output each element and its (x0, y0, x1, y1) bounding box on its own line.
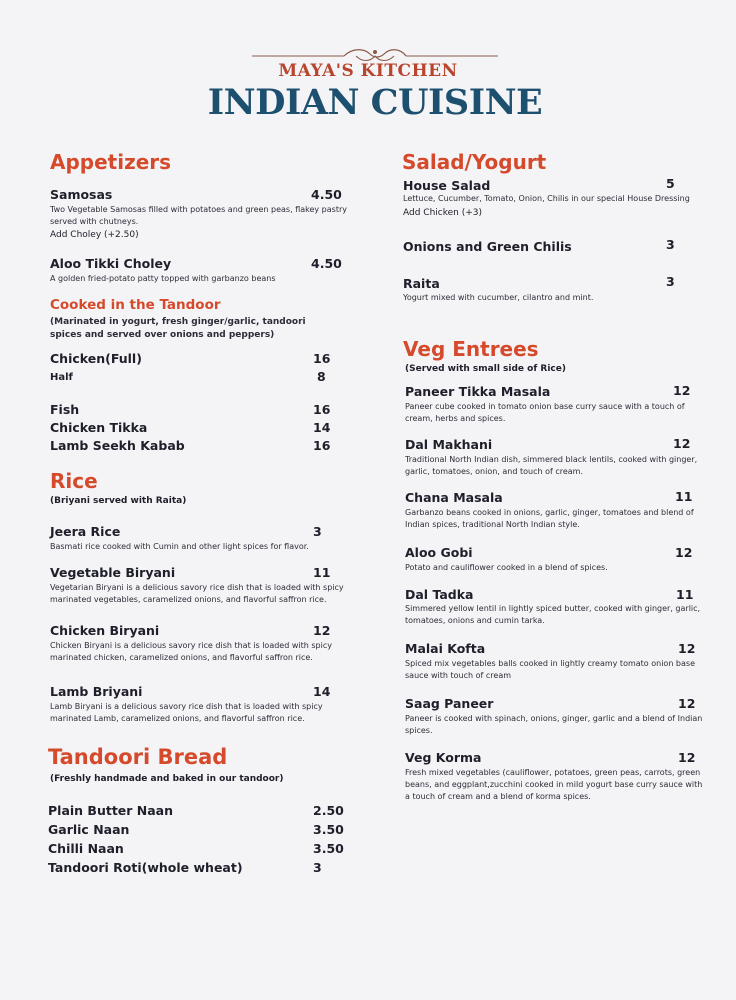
item-name-chicken-biryani: Chicken Biryani (50, 623, 160, 638)
item-desc-malai-kofta: Spiced mix vegetables balls cooked in lightly creamy tomato onion base sauce with touch of cream (405, 659, 695, 680)
item-desc-paneer-tikka-masala: Paneer cube cooked in tomato onion base curry sauce with a touch of cream, herbs and spices. (405, 402, 685, 423)
section-title-rice: Rice (50, 469, 98, 493)
item-price-chicken-biryani: 12 (313, 623, 331, 638)
item-price-malai-kofta: 12 (678, 641, 696, 656)
item-price-veg-biryani: 11 (313, 565, 331, 580)
section-title-tandoor: Cooked in the Tandoor (50, 297, 221, 313)
tandoor-note: (Marinated in yogurt, fresh ginger/garlic, tandoori spices and served over onions and peppers) (50, 317, 306, 340)
item-name-paneer-tikka-masala: Paneer Tikka Masala (405, 384, 551, 399)
item-name-veg-biryani: Vegetable Biryani (50, 565, 176, 580)
section-title-salad-yogurt: Salad/Yogurt (402, 150, 547, 174)
item-name-aloo-tikki: Aloo Tikki Choley (50, 256, 172, 271)
item-desc-veg-korma: Fresh mixed vegetables (cauliflower, potatoes, green peas, carrots, green beans, and eggplant,zucchini cooked in mild yogurt base curry sauce with a touch of cream and a blend of korma spices. (405, 768, 703, 801)
item-desc-chana-masala: Garbanzo beans cooked in onions, garlic, ginger, tomatoes and blend of Indian spices, traditional North Indian style. (405, 508, 694, 529)
item-name-chicken-full: Chicken(Full) (50, 351, 142, 366)
item-desc-dal-makhani: Traditional North Indian dish, simmered black lentils, cooked with ginger, garlic, tomatoes, onion, and touch of cream. (405, 455, 698, 476)
item-desc-aloo-tikki: A golden fried-potato patty topped with garbanzo beans (50, 274, 276, 283)
item-price-chana-masala: 11 (675, 489, 693, 504)
item-name-aloo-gobi: Aloo Gobi (405, 545, 473, 560)
item-price-house-salad: 5 (666, 176, 675, 191)
item-name-plain-butter-naan: Plain Butter Naan (48, 803, 174, 818)
item-price-aloo-gobi: 12 (675, 545, 693, 560)
section-title-tandoori-bread: Tandoori Bread (48, 745, 228, 769)
item-desc-veg-biryani: Vegetarian Biryani is a delicious savory rice dish that is loaded with spicy marinated vegetables, caramelized onions, and flavorful saffron rice. (50, 583, 344, 604)
veg-note: (Served with small side of Rice) (405, 364, 566, 374)
item-price-saag-paneer: 12 (678, 696, 696, 711)
item-price-dal-tadka: 11 (676, 587, 694, 602)
item-price-aloo-tikki: 4.50 (311, 256, 342, 271)
rice-note: (Briyani served with Raita) (50, 496, 187, 506)
item-name-lamb-seekh: Lamb Seekh Kabab (50, 438, 185, 453)
item-price-plain-butter-naan: 2.50 (313, 803, 344, 818)
item-price-dal-makhani: 12 (673, 436, 691, 451)
item-name-fish: Fish (50, 402, 80, 417)
section-title-veg-entrees: Veg Entrees (403, 337, 539, 361)
item-price-tandoori-roti: 3 (313, 860, 322, 875)
item-price-lamb-biryani: 14 (313, 684, 331, 699)
item-desc-raita: Yogurt mixed with cucumber, cilantro and mint. (403, 293, 594, 302)
item-name-chicken-tikka: Chicken Tikka (50, 420, 148, 435)
item-price-lamb-seekh: 16 (313, 438, 331, 453)
item-price-onions-chilis: 3 (666, 237, 675, 252)
section-title-appetizers: Appetizers (50, 150, 172, 174)
item-name-raita: Raita (403, 276, 440, 291)
item-name-lamb-biryani: Lamb Briyani (50, 684, 143, 699)
brand-name: MAYA'S KITCHEN (278, 61, 458, 81)
item-price-samosas: 4.50 (311, 187, 342, 202)
item-name-dal-makhani: Dal Makhani (405, 437, 493, 452)
item-name-chilli-naan: Chilli Naan (48, 841, 124, 856)
item-price-chilli-naan: 3.50 (313, 841, 344, 856)
item-name-dal-tadka: Dal Tadka (405, 587, 474, 602)
item-price-fish: 16 (313, 402, 331, 417)
item-desc-chicken-biryani: Chicken Biryani is a delicious savory rice dish that is loaded with spicy marinated chicken, caramelized onions, and flavorful saffron rice. (50, 641, 332, 662)
item-name-malai-kofta: Malai Kofta (405, 641, 486, 656)
menu-title: INDIAN CUISINE (207, 82, 543, 123)
item-name-jeera-rice: Jeera Rice (50, 524, 121, 539)
item-price-raita: 3 (666, 274, 675, 289)
item-addon-house-salad: Add Chicken (+3) (403, 208, 483, 218)
item-name-veg-korma: Veg Korma (405, 750, 482, 765)
item-name-onions-chilis: Onions and Green Chilis (403, 239, 572, 254)
item-addon-samosas: Add Choley (+2.50) (50, 230, 139, 240)
item-desc-dal-tadka: Simmered yellow lentil in lightly spiced butter, cooked with ginger, garlic, tomatoes, onions and cumin tarka. (405, 604, 701, 625)
item-price-paneer-tikka-masala: 12 (673, 383, 691, 398)
item-desc-aloo-gobi: Potato and cauliflower cooked in a blend of spices. (405, 563, 608, 572)
item-price-veg-korma: 12 (678, 750, 696, 765)
item-name-saag-paneer: Saag Paneer (405, 696, 494, 711)
item-price-jeera-rice: 3 (313, 524, 322, 539)
item-price-chicken-tikka: 14 (313, 420, 331, 435)
item-price-half: 8 (317, 369, 326, 384)
item-desc-jeera-rice: Basmati rice cooked with Cumin and other light spices for flavor. (50, 542, 309, 551)
item-desc-house-salad: Lettuce, Cucumber, Tomato, Onion, Chilis in our special House Dressing (403, 194, 690, 203)
item-price-chicken-full: 16 (313, 351, 331, 366)
item-name-tandoori-roti: Tandoori Roti(whole wheat) (48, 860, 243, 875)
item-name-garlic-naan: Garlic Naan (48, 822, 130, 837)
bread-note: (Freshly handmade and baked in our tandoor) (50, 774, 284, 784)
item-desc-samosas: Two Vegetable Samosas filled with potatoes and green peas, flakey pastry served with chutneys. (50, 205, 347, 226)
item-desc-saag-paneer: Paneer is cooked with spinach, onions, ginger, garlic and a blend of Indian spices. (405, 714, 703, 735)
item-price-garlic-naan: 3.50 (313, 822, 344, 837)
item-name-half: Half (50, 372, 73, 383)
item-name-house-salad: House Salad (403, 178, 491, 193)
item-desc-lamb-biryani: Lamb Biryani is a delicious savory rice dish that is loaded with spicy marinated Lamb, caramelized onions, and flavorful saffron rice. (50, 702, 323, 723)
item-name-samosas: Samosas (50, 187, 113, 202)
item-name-chana-masala: Chana Masala (405, 490, 503, 505)
